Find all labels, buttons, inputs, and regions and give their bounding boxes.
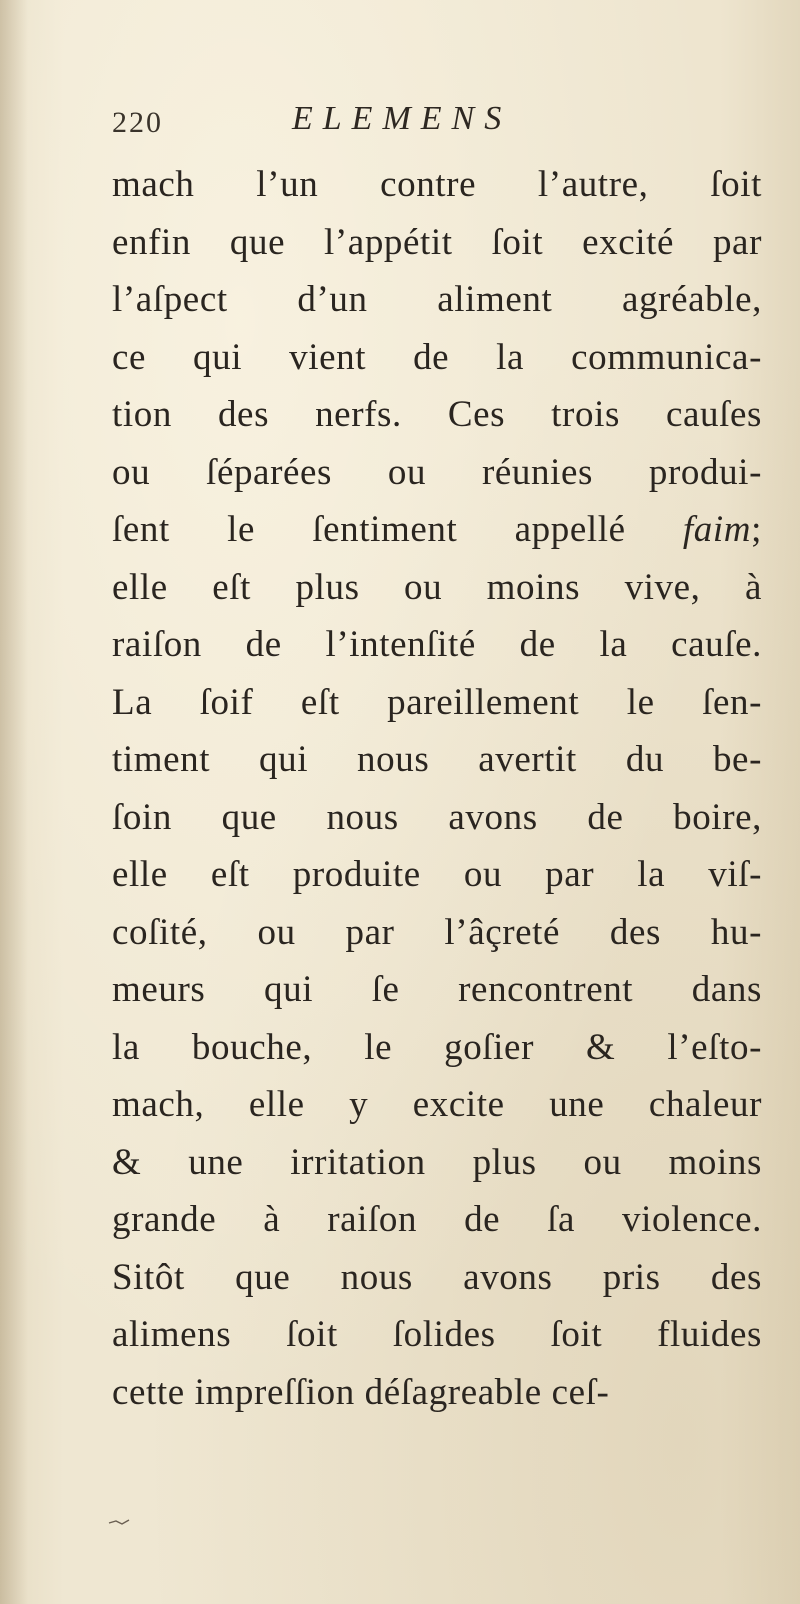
text-line-with-italic [112, 501, 762, 559]
text-line: & une irritation plus ou moins [112, 1141, 762, 1183]
gutter-shadow [0, 0, 28, 1604]
body-text [112, 156, 762, 1421]
text-line: ou ſéparées ou réunies produi- [112, 451, 762, 493]
text-line: ſoin que nous avons de boire, [112, 796, 762, 838]
text-line: cette impreſſion déſagreable ceſ- [112, 1371, 610, 1413]
text-line: Sitôt que nous avons pris des [112, 1256, 762, 1298]
text-line: mach l’un contre l’autre, ſoit [112, 164, 762, 205]
text-line: ce qui vient de la communica- [112, 336, 762, 378]
text-line: meurs qui ſe rencontrent dans [112, 969, 762, 1010]
text-line: elle eſt produite ou par la viſ- [112, 854, 762, 895]
text-line: La ſoif eſt pareillement le ſen- [112, 681, 762, 723]
text-line-segment: ſent le ſentiment appellé [112, 509, 626, 550]
text-line: enfin que l’appétit ſoit excité par [112, 221, 762, 263]
text-line: raiſon de l’intenſité de la cauſe. [112, 624, 762, 665]
italic-term: faim [682, 509, 752, 550]
text-line: alimens ſoit ſolides ſoit fluides [112, 1314, 762, 1355]
running-head: ELEMENS [292, 100, 512, 137]
text-line: elle eſt plus ou moins vive, à [112, 566, 762, 608]
text-line: l’aſpect d’un aliment agréable, [112, 279, 762, 320]
text-line: la bouche, le goſier & l’eſto- [112, 1026, 762, 1068]
text-line: coſité, ou par l’âçreté des hu- [112, 911, 762, 953]
text-line: tion des nerfs. Ces trois cauſes [112, 394, 762, 435]
punctuation: ; [751, 509, 762, 550]
ink-speck-icon [108, 1518, 130, 1526]
text-line: mach, elle y excite une chaleur [112, 1084, 762, 1125]
text-line: timent qui nous avertit du be- [112, 739, 762, 780]
text-line: grande à raiſon de ſa violence. [112, 1199, 762, 1240]
page-header [112, 100, 712, 150]
page-number: 220 [112, 106, 163, 139]
